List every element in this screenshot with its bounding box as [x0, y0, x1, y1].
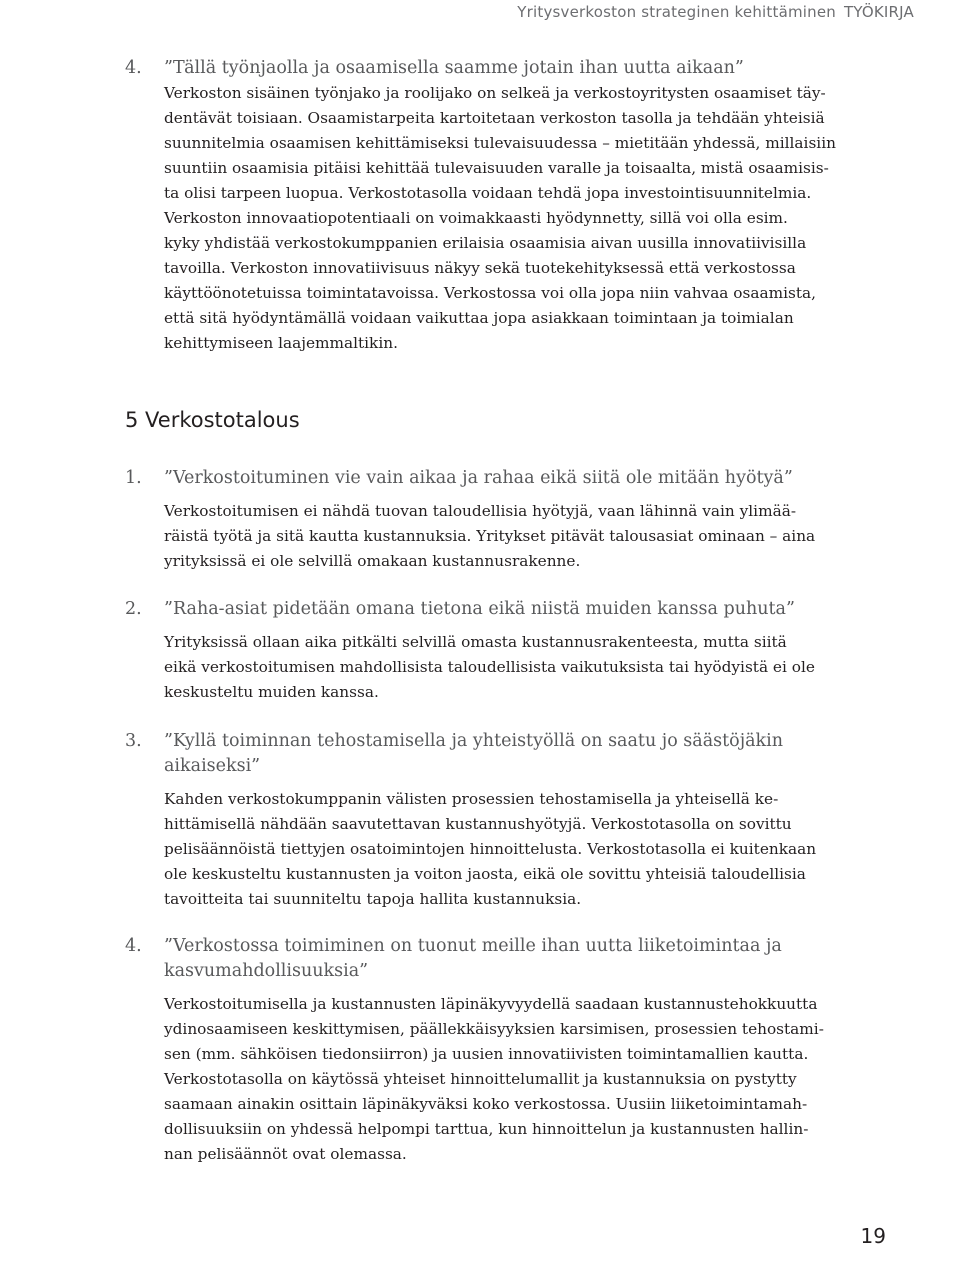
body-line: tavoitteita tai suunniteltu tapoja hallita kustannuksia.	[164, 890, 582, 908]
item-number: 4.	[125, 936, 142, 956]
header-title: Yritysverkoston strateginen kehittäminen	[517, 3, 836, 21]
title-line: ”Raha-asiat pidetään omana tietona eikä niistä muiden kanssa puhuta”	[164, 599, 795, 619]
body-line: käyttöönotetuissa toimintatavoissa. Verkostossa voi olla jopa niin vahvaa osaamista,	[164, 284, 816, 302]
item-heading	[125, 56, 865, 81]
body-line: kehittymiseen laajemmaltikin.	[164, 334, 398, 352]
item-heading	[125, 729, 865, 779]
body-line: Verkostoitumisella ja kustannusten läpinäkyvyydellä saadaan kustannustehokkuutta	[164, 995, 818, 1013]
body-line: nan pelisäännöt ovat olemassa.	[164, 1145, 407, 1163]
item-title	[164, 597, 865, 622]
page-number: 19	[860, 1224, 886, 1248]
body-line: pelisäännöistä tiettyjen osatoimintojen hinnoittelusta. Verkostotasolla ei kuitenkaan	[164, 840, 817, 858]
body-line: sen (mm. sähköisen tiedonsiirron) ja uusien innovatiivisten toimintamallien kautta.	[164, 1045, 809, 1063]
body-line: räistä työtä ja sitä kautta kustannuksia. Yritykset pitävät talousasiat ominaan – aina	[164, 527, 816, 545]
title-line: ”Verkostossa toimiminen on tuonut meille ihan uutta liiketoimintaa ja	[164, 936, 782, 956]
list-item-1	[125, 466, 865, 574]
body-line: eikä verkostoitumisen mahdollisista taloudellisista vaikutuksista tai hyödyistä ei ole	[164, 658, 815, 676]
item-heading	[125, 597, 865, 622]
header-section: TYÖKIRJA	[843, 3, 914, 21]
item-body	[164, 499, 865, 574]
item-body	[164, 787, 865, 912]
body-line: ydinosaamiseen keskittymisen, päällekkäisyyksien karsimisen, prosessien tehostami-	[164, 1020, 824, 1038]
item-body	[164, 630, 865, 705]
body-line: dollisuuksiin on yhdessä helpompi tarttua, kun hinnoittelun ja kustannusten hallin-	[164, 1120, 809, 1138]
item-number: 4.	[125, 58, 142, 78]
list-item-top-4	[125, 56, 865, 356]
body-line: että sitä hyödyntämällä voidaan vaikuttaa jopa asiakkaan toimintaan ja toimialan	[164, 309, 794, 327]
list-item-4	[125, 934, 865, 1167]
body-line: yrityksissä ei ole selvillä omakaan kustannusrakenne.	[164, 552, 581, 570]
item-body	[164, 992, 865, 1167]
body-line: dentävät toisiaan. Osaamistarpeita kartoitetaan verkoston tasolla ja tehdään yhteisiä	[164, 109, 825, 127]
body-line: suuntiin osaamisia pitäisi kehittää tulevaisuuden varalle ja toisaalta, mistä osaamisis-	[164, 159, 829, 177]
item-body	[164, 81, 865, 356]
body-line: saamaan ainakin osittain läpinäkyväksi koko verkostossa. Uusiin liiketoimintamah-	[164, 1095, 808, 1113]
list-item-3	[125, 729, 865, 912]
body-line: ole keskusteltu kustannusten ja voiton jaosta, eikä ole sovittu yhteisiä taloudellisia	[164, 865, 806, 883]
item-heading	[125, 466, 865, 491]
item-title: ”Tällä työnjaolla ja osaamisella saamme jotain ihan uutta aikaan”	[164, 58, 744, 78]
item-heading	[125, 934, 865, 984]
item-number: 2.	[125, 599, 142, 619]
body-line: hittämisellä nähdään saavutettavan kustannushyötyjä. Verkostotasolla on sovittu	[164, 815, 792, 833]
body-line: kyky yhdistää verkostokumppanien erilaisia osaamisia aivan uusilla innovatiivisilla	[164, 234, 807, 252]
title-line: kasvumahdollisuuksia”	[164, 961, 369, 981]
body-line: Verkoston innovaatiopotentiaali on voimakkaasti hyödynnetty, sillä voi olla esim.	[164, 209, 788, 227]
item-title	[164, 729, 865, 779]
running-header	[517, 3, 914, 21]
title-line: aikaiseksi”	[164, 756, 261, 776]
body-line: Verkostotasolla on käytössä yhteiset hinnoittelumallit ja kustannuksia on pystytty	[164, 1070, 797, 1088]
item-number: 3.	[125, 731, 142, 751]
item-title	[164, 466, 865, 491]
list-item-2	[125, 597, 865, 705]
body-line: keskusteltu muiden kanssa.	[164, 683, 379, 701]
body-line: Yrityksissä ollaan aika pitkälti selvillä omasta kustannusrakenteesta, mutta siitä	[164, 633, 787, 651]
body-line: Kahden verkostokumppanin välisten prosessien tehostamisella ja yhteisellä ke-	[164, 790, 779, 808]
body-line: ta olisi tarpeen luopua. Verkostotasolla voidaan tehdä jopa investointisuunnitelmia.	[164, 184, 812, 202]
body-line: Verkoston sisäinen työnjako ja roolijako on selkeä ja verkostoyritysten osaamiset täy-	[164, 84, 826, 102]
item-title	[164, 934, 865, 984]
title-line: ”Verkostoituminen vie vain aikaa ja rahaa eikä siitä ole mitään hyötyä”	[164, 468, 793, 488]
section-title: 5 Verkostotalous	[125, 408, 300, 432]
item-number: 1.	[125, 468, 142, 488]
title-line: ”Kyllä toiminnan tehostamisella ja yhteistyöllä on saatu jo säästöjäkin	[164, 731, 784, 751]
body-line: suunnitelmia osaamisen kehittämiseksi tulevaisuudessa – mietitään yhdessä, millaisiin	[164, 134, 836, 152]
body-line: Verkostoitumisen ei nähdä tuovan taloudellisia hyötyjä, vaan lähinnä vain ylimää-	[164, 502, 796, 520]
body-line: tavoilla. Verkoston innovatiivisuus näkyy sekä tuotekehityksessä että verkostossa	[164, 259, 796, 277]
